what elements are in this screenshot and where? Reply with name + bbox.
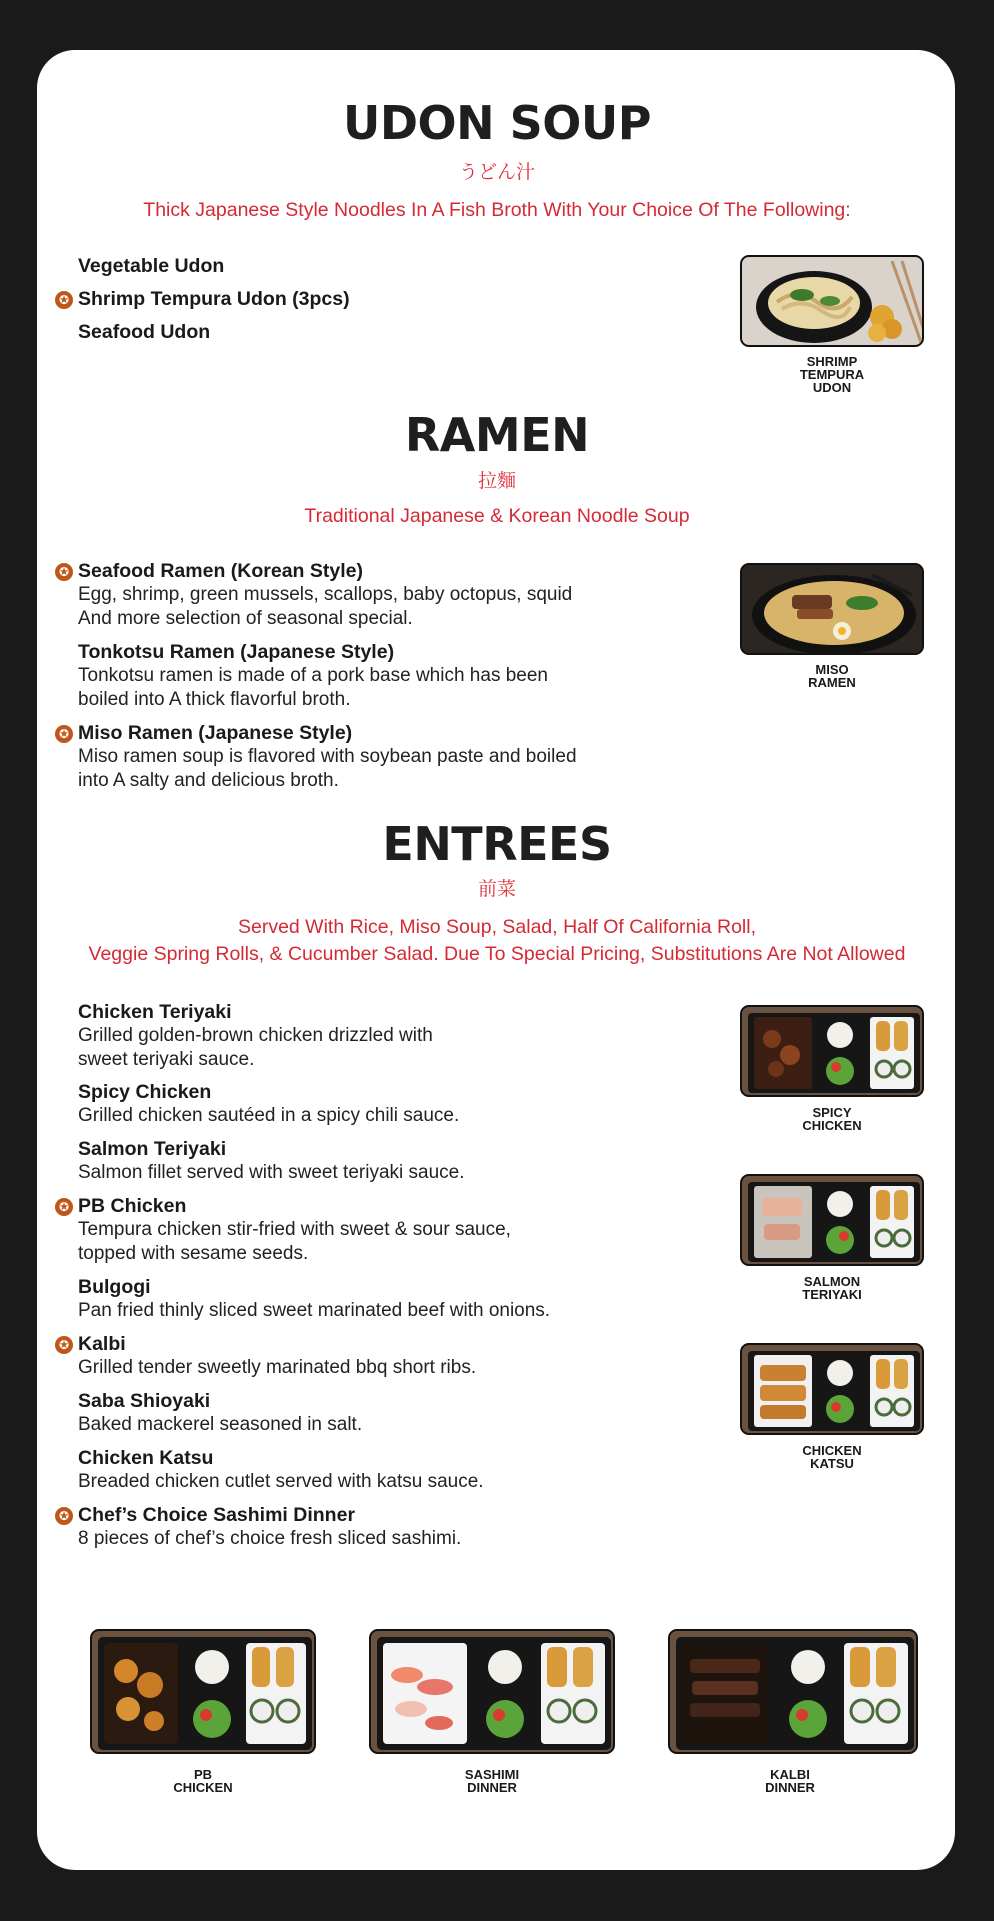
item-description: Baked mackerel seasoned in salt. xyxy=(78,1414,363,1435)
item-name: PB Chicken xyxy=(78,1195,187,1217)
item-description: And more selection of seasonal special. xyxy=(78,608,413,629)
item-name: Spicy Chicken xyxy=(78,1081,212,1103)
item-description: Egg, shrimp, green mussels, scallops, baby octopus, squid xyxy=(78,584,573,605)
item-description: Tonkotsu ramen is made of a pork base which has been xyxy=(78,665,548,686)
menu-item xyxy=(78,254,638,278)
item-name: Chicken Teriyaki xyxy=(78,1001,232,1023)
item-description: Salmon fillet served with sweet teriyaki sauce. xyxy=(78,1162,465,1183)
food-photo-salmon-teriyaki xyxy=(740,1174,924,1266)
menu-item xyxy=(78,320,638,344)
item-description: topped with sesame seeds. xyxy=(78,1243,309,1264)
item-description: 8 pieces of chef’s choice fresh sliced sashimi. xyxy=(78,1528,462,1549)
caption-line: DINNER xyxy=(467,1780,517,1795)
star-badge-icon: ✪ xyxy=(55,1336,73,1354)
item-name: Shrimp Tempura Udon (3pcs) xyxy=(78,288,350,310)
item-name: Kalbi xyxy=(78,1333,126,1355)
item-name: Seafood Ramen (Korean Style) xyxy=(78,560,363,582)
caption-line: UDON xyxy=(812,380,852,395)
item-description: Tempura chicken stir-fried with sweet & sour sauce, xyxy=(78,1219,511,1240)
item-description: Grilled tender sweetly marinated bbq short ribs. xyxy=(78,1357,477,1378)
food-photo-shrimp-tempura-udon xyxy=(740,255,924,347)
item-description: Grilled chicken sautéed in a spicy chili sauce. xyxy=(78,1105,460,1126)
photo-caption xyxy=(143,1768,263,1794)
menu-item xyxy=(78,1503,638,1551)
item-description: Pan fried thinly sliced sweet marinated beef with onions. xyxy=(78,1300,551,1321)
entrees-japanese-title: 前菜 xyxy=(477,878,516,900)
caption-line: CHICKEN xyxy=(802,1443,862,1458)
caption-line: SHRIMP xyxy=(806,354,858,369)
entrees-subtitle-line1: Served With Rice, Miso Soup, Salad, Half Of California Roll, xyxy=(237,916,757,938)
caption-line: KALBI xyxy=(770,1767,810,1782)
caption-line: KATSU xyxy=(810,1456,854,1471)
caption-line: PB xyxy=(193,1767,213,1782)
menu-item xyxy=(78,721,638,793)
item-description: sweet teriyaki sauce. xyxy=(78,1049,255,1070)
menu-item xyxy=(78,1446,638,1494)
menu-item xyxy=(78,1332,638,1380)
food-photo-chicken-katsu xyxy=(740,1343,924,1435)
entrees-title: ENTREES xyxy=(382,817,612,871)
item-description: Miso ramen soup is flavored with soybean paste and boiled xyxy=(78,746,577,767)
food-photo-pb-chicken xyxy=(90,1629,316,1754)
item-description: Grilled golden-brown chicken drizzled with xyxy=(78,1025,433,1046)
menu-item xyxy=(78,1275,638,1323)
photo-caption xyxy=(772,663,892,689)
item-description: boiled into A thick flavorful broth. xyxy=(78,689,351,710)
photo-caption xyxy=(432,1768,552,1794)
food-photo-spicy-chicken xyxy=(740,1005,924,1097)
item-name: Tonkotsu Ramen (Japanese Style) xyxy=(78,641,395,663)
ramen-japanese-title: 拉麵 xyxy=(477,470,516,492)
food-photo-kalbi-dinner xyxy=(668,1629,918,1754)
item-description: into A salty and delicious broth. xyxy=(78,770,339,791)
photo-caption xyxy=(772,355,892,394)
menu-item xyxy=(78,1080,638,1128)
menu-item xyxy=(78,640,638,712)
caption-line: MISO xyxy=(815,662,849,677)
caption-line: SASHIMI xyxy=(464,1767,520,1782)
photo-caption xyxy=(730,1768,850,1794)
menu-item xyxy=(78,1000,638,1072)
udon-title: UDON SOUP xyxy=(343,96,651,150)
caption-line: DINNER xyxy=(765,1780,815,1795)
caption-line: CHICKEN xyxy=(802,1118,862,1133)
item-name: Vegetable Udon xyxy=(78,255,225,277)
menu-item xyxy=(78,559,638,631)
udon-japanese-title: うどん汁 xyxy=(458,161,535,183)
entrees-subtitle-line2: Veggie Spring Rolls, & Cucumber Salad. Due To Special Pricing, Substitutions Are Not Allowed xyxy=(88,943,906,965)
item-name: Salmon Teriyaki xyxy=(78,1138,227,1160)
item-name: Chef’s Choice Sashimi Dinner xyxy=(78,1504,356,1526)
photo-caption xyxy=(772,1275,892,1301)
item-name: Miso Ramen (Japanese Style) xyxy=(78,722,353,744)
star-badge-icon: ✪ xyxy=(55,725,73,743)
star-badge-icon: ✪ xyxy=(55,563,73,581)
star-badge-icon: ✪ xyxy=(55,291,73,309)
menu-item xyxy=(78,1389,638,1437)
ramen-subtitle: Traditional Japanese & Korean Noodle Soup xyxy=(304,505,690,527)
caption-line: CHICKEN xyxy=(173,1780,233,1795)
menu-item xyxy=(78,1194,638,1266)
photo-caption xyxy=(772,1106,892,1132)
caption-line: RAMEN xyxy=(808,675,856,690)
item-name: Bulgogi xyxy=(78,1276,151,1298)
caption-line: SPICY xyxy=(812,1105,852,1120)
food-photo-miso-ramen xyxy=(740,563,924,655)
menu-item xyxy=(78,1137,638,1185)
item-name: Chicken Katsu xyxy=(78,1447,214,1469)
food-photo-sashimi-dinner xyxy=(369,1629,615,1754)
caption-line: TEMPURA xyxy=(799,367,865,382)
star-badge-icon: ✪ xyxy=(55,1198,73,1216)
udon-subtitle: Thick Japanese Style Noodles In A Fish Broth With Your Choice Of The Following: xyxy=(143,199,851,221)
item-description: Breaded chicken cutlet served with katsu sauce. xyxy=(78,1471,484,1492)
star-badge-icon: ✪ xyxy=(55,1507,73,1525)
ramen-title: RAMEN xyxy=(404,408,590,462)
menu-item xyxy=(78,287,638,311)
photo-caption xyxy=(772,1444,892,1470)
caption-line: SALMON xyxy=(803,1274,861,1289)
caption-line: TERIYAKI xyxy=(802,1287,862,1302)
item-name: Saba Shioyaki xyxy=(78,1390,211,1412)
item-name: Seafood Udon xyxy=(78,321,211,343)
